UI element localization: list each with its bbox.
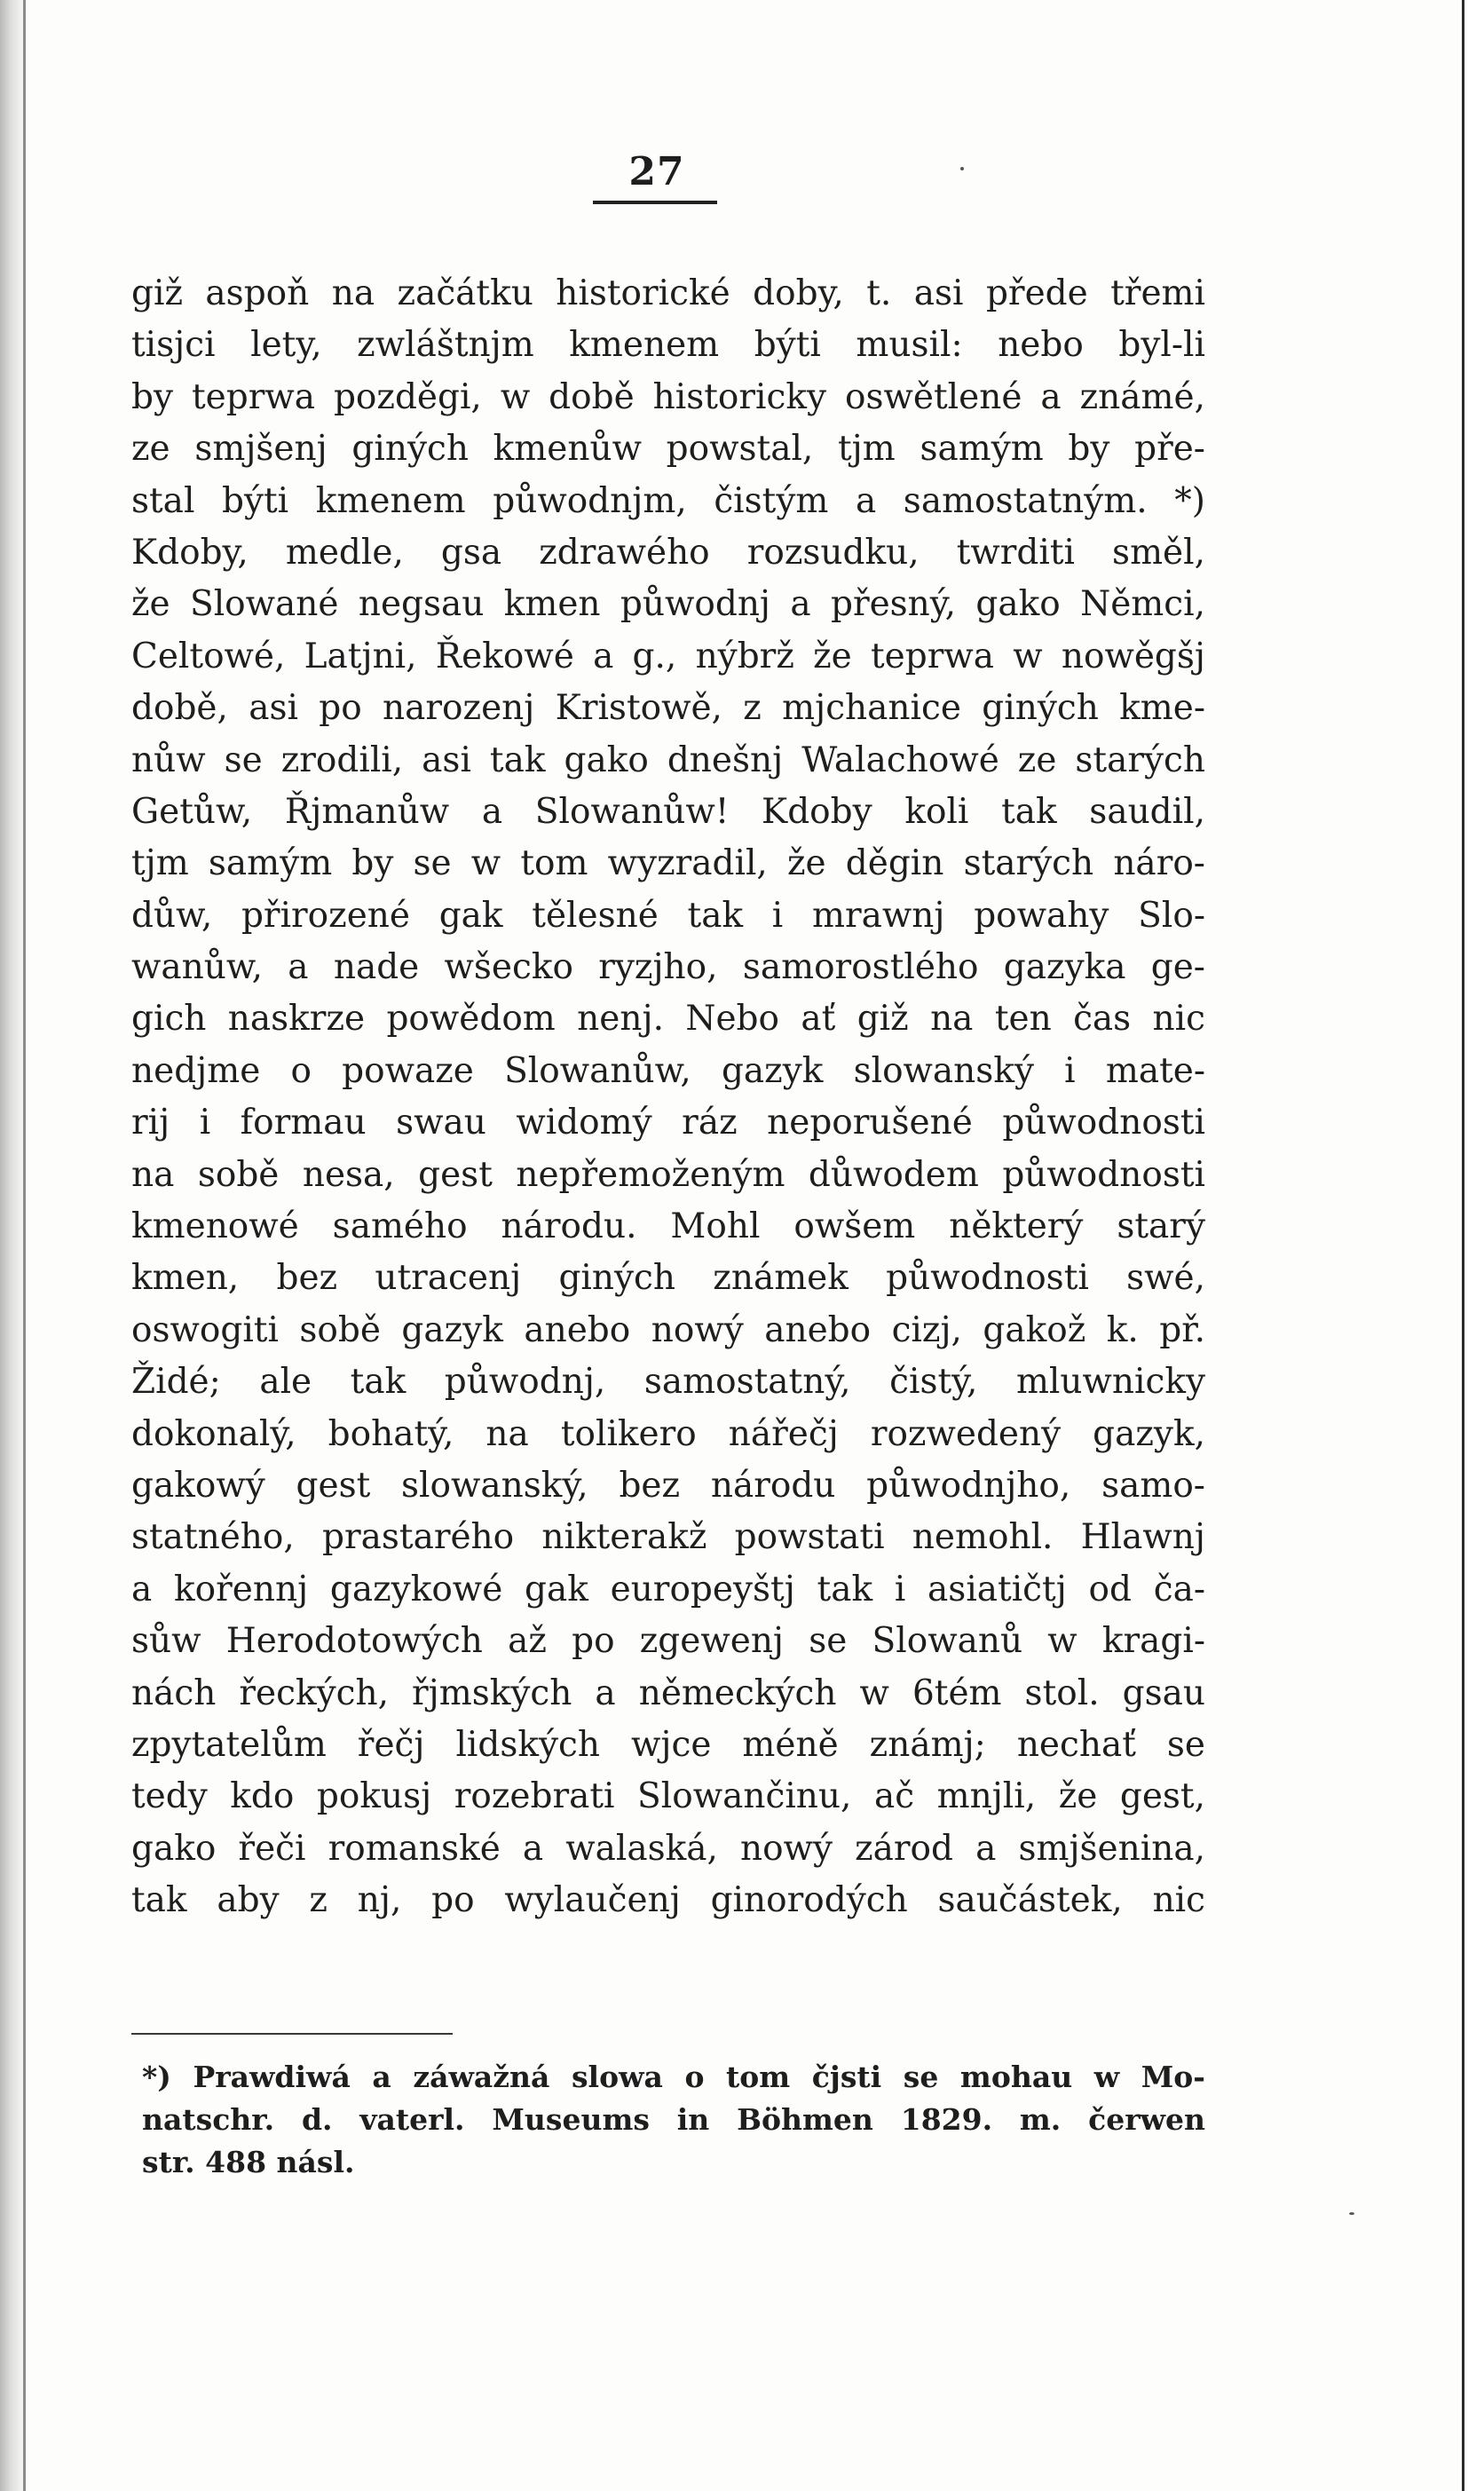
footnote-line: natschr. d. vaterl. Museums in Böhmen 1829. m. čerwen	[142, 2102, 1205, 2137]
text-line: Celtowé, Latjni, Řekowé a g., nýbrž že teprwa w nowěgšj	[131, 636, 1205, 676]
text-line: nedjme o powaze Slowanůw, gazyk slowanský i mate-	[131, 1050, 1205, 1091]
page-binding-edge	[0, 0, 23, 2491]
text-line: gako řeči romanské a walaská, nowý zárod a smjšenina,	[131, 1828, 1205, 1869]
text-line: sůw Herodotowých až po zgewenj se Slowanů w kragi-	[131, 1621, 1205, 1662]
text-line: nůw se zrodili, asi tak gako dnešnj Walachowé ze starých	[131, 739, 1205, 780]
text-line: stal býti kmenem půwodnjm, čistým a samostatným. *)	[131, 480, 1205, 521]
footnote	[142, 2056, 1205, 2184]
text-line: by teprwa pozděgi, w době historicky oswětlené a známé,	[131, 376, 1205, 417]
text-line: a kořennj gazykowé gak europeyštj tak i asiatičtj od ča-	[131, 1569, 1205, 1609]
text-line: důw, přirozené gak tělesné tak i mrawnj powahy Slo-	[131, 895, 1205, 936]
body-text	[131, 268, 1205, 1927]
text-line: kmenowé samého národu. Mohl owšem některý starý	[131, 1206, 1205, 1247]
text-line: Getůw, Řjmanůw a Slowanůw! Kdoby koli tak saudil,	[131, 791, 1205, 832]
text-line: wanůw, a nade wšecko ryzjho, samorostlého gazyka ge-	[131, 947, 1205, 988]
text-line: na sobě nesa, gest nepřemoženým důwodem půwodnosti	[131, 1154, 1205, 1195]
page-binding-shadow	[23, 0, 26, 2491]
text-line: statného, prastarého nikterakž powstati nemohl. Hlawnj	[131, 1517, 1205, 1558]
footnote-separator	[131, 2033, 453, 2035]
text-line: že Slowané negsau kmen půwodnj a přesný, gako Němci,	[131, 584, 1205, 625]
text-line: nách řeckých, řjmských a německých w 6tém stol. gsau	[131, 1673, 1205, 1713]
text-line: tjm samým by se w tom wyzradil, že děgin starých náro-	[131, 843, 1205, 884]
text-line: oswogiti sobě gazyk anebo nowý anebo cizj, gakož k. př.	[131, 1309, 1205, 1350]
text-line: Kdoby, medle, gsa zdrawého rozsudku, twrditi směl,	[131, 532, 1205, 573]
text-line: gakowý gest slowanský, bez národu půwodnjho, samo-	[131, 1465, 1205, 1506]
text-line: Židé; ale tak půwodnj, samostatný, čistý, mluwnicky	[131, 1362, 1205, 1403]
page-right-margin	[1464, 0, 1484, 2491]
text-line: zpytatelům řečj lidských wjce méně známj; nechať se	[131, 1724, 1205, 1765]
page-number-underline	[593, 201, 717, 204]
text-line: tedy kdo pokusj rozebrati Slowančinu, ač mnjli, že gest,	[131, 1776, 1205, 1817]
text-line: době, asi po narozenj Kristowě, z mjchanice giných kme-	[131, 688, 1205, 729]
text-line: tisjci lety, zwláštnjm kmenem býti musil: nebo byl-li	[131, 325, 1205, 366]
page-number: 27	[628, 149, 685, 194]
text-line: giž aspoň na začátku historické doby, t. asi přede třemi	[131, 273, 1205, 313]
print-speck	[1349, 2212, 1354, 2215]
text-line: dokonalý, bohatý, na tolikero nářečj rozwedený gazyk,	[131, 1413, 1205, 1454]
text-line: gich naskrze powědom nenj. Nebo ať giž na ten čas nic	[131, 999, 1205, 1040]
text-line: rij i formau swau widomý ráz neporušené půwodnosti	[131, 1103, 1205, 1143]
text-line: ze smjšenj giných kmenůw powstal, tjm samým by pře-	[131, 429, 1205, 470]
text-line: tak aby z nj, po wylaučenj ginorodých saučástek, nic	[131, 1880, 1205, 1921]
text-line: kmen, bez utracenj giných známek půwodnosti swé,	[131, 1258, 1205, 1299]
footnote-line: *) Prawdiwá a záwažná slowa o tom čjsti se mohau w Mo-	[142, 2060, 1205, 2094]
print-speck	[960, 167, 964, 170]
footnote-line: str. 488 násl.	[142, 2145, 355, 2179]
